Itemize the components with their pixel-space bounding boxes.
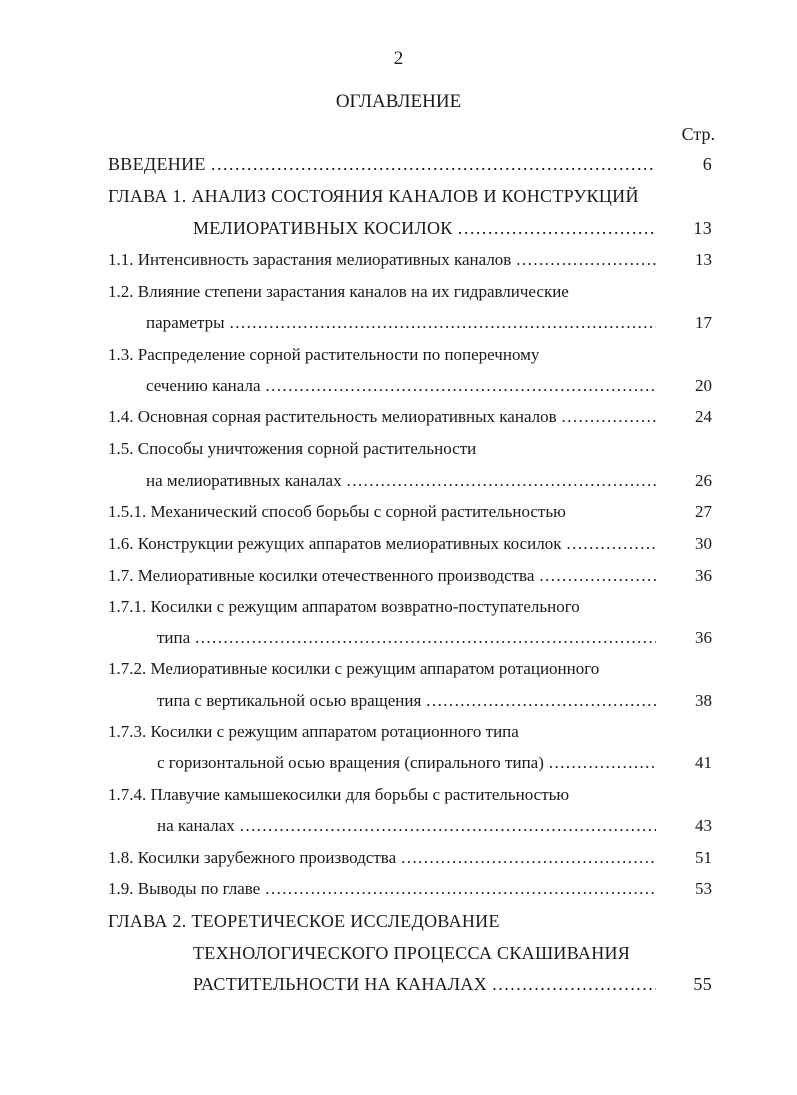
- toc-entry-title: 1.7.3. Косилки с режущим аппаратом ротационного типа: [108, 722, 519, 741]
- toc-entry: [0, 656, 797, 682]
- toc-entry-title: 1.4. Основная сорная растительность мелиоративных каналов ……………………………………………………………………………………………………………………………………………………………………: [108, 404, 656, 430]
- toc-entry: [0, 908, 797, 934]
- toc-entry-title: типа с вертикальной осью вращения ……………………………………………………………………………………………………………………………………………………………………: [157, 688, 656, 714]
- toc-entry: [0, 279, 797, 305]
- toc-entry: [0, 151, 797, 177]
- toc-entry-page: 13: [693, 218, 712, 238]
- toc-entry-title: РАСТИТЕЛЬНОСТИ НА КАНАЛАХ ……………………………………………………………………………………………………………………………………………………………………: [193, 971, 656, 997]
- toc-entry-title: параметры ……………………………………………………………………………………………………………………………………………………………………: [146, 310, 656, 336]
- toc-entry: [0, 563, 797, 589]
- toc-entry: [0, 531, 797, 557]
- toc-entry: [0, 215, 797, 241]
- toc-entry-page: 27: [695, 502, 712, 521]
- toc-entry-title: ГЛАВА 1. АНАЛИЗ СОСТОЯНИЯ КАНАЛОВ И КОНСТРУКЦИЙ: [108, 186, 639, 206]
- toc-entry-title: 1.7.4. Плавучие камышекосилки для борьбы с растительностью: [108, 785, 570, 804]
- toc-entry: [0, 468, 797, 494]
- toc-entry-page: 24: [695, 407, 712, 426]
- toc-entry-title: на каналах ……………………………………………………………………………………………………………………………………………………………………: [157, 813, 656, 839]
- toc-entry: [0, 876, 797, 902]
- toc-entry: [0, 342, 797, 368]
- toc-entry-page: 53: [695, 879, 712, 898]
- toc-entry-title: 1.8. Косилки зарубежного производства ……………………………………………………………………………………………………………………………………………………………………: [108, 845, 656, 871]
- toc-entry: [0, 940, 797, 966]
- toc-entry-page: 43: [695, 816, 712, 835]
- toc-entry-title: 1.5.1. Механический способ борьбы с сорной растительностью: [108, 502, 566, 521]
- toc-entry-title: ТЕХНОЛОГИЧЕСКОГО ПРОЦЕССА СКАШИВАНИЯ: [193, 943, 631, 963]
- toc-entry-title: 1.9. Выводы по главе ……………………………………………………………………………………………………………………………………………………………………: [108, 876, 656, 902]
- toc-title: ОГЛАВЛЕНИЕ: [335, 91, 462, 112]
- toc-entry-title: ГЛАВА 2. ТЕОРЕТИЧЕСКОЕ ИССЛЕДОВАНИЕ: [108, 911, 500, 931]
- toc-entry-title: 1.1. Интенсивность зарастания мелиоративных каналов ……………………………………………………………………………………………………………………………………………………………………: [108, 247, 656, 273]
- toc-entry-title: МЕЛИОРАТИВНЫХ КОСИЛОК ……………………………………………………………………………………………………………………………………………………………………: [193, 215, 656, 241]
- toc-entry-title: 1.5. Способы уничтожения сорной растительности: [108, 439, 477, 458]
- toc-entry-page: 55: [693, 974, 712, 994]
- toc-entry-page: 30: [695, 534, 712, 553]
- toc-entry: [0, 436, 797, 462]
- toc-entry-page: 51: [695, 848, 712, 867]
- toc-entry: [0, 750, 797, 776]
- toc-entry-page: 26: [695, 471, 712, 490]
- toc-entry: [0, 625, 797, 651]
- toc-entry-page: 41: [695, 753, 712, 772]
- toc-entry: [0, 845, 797, 871]
- toc-entry: [0, 688, 797, 714]
- toc-entry-page: 6: [702, 154, 712, 174]
- toc-entry-title: с горизонтальной осью вращения (спирального типа) ……………………………………………………………………………………………………………………………………………………………………: [157, 750, 656, 776]
- toc-entry-title: типа ……………………………………………………………………………………………………………………………………………………………………: [157, 625, 656, 651]
- toc-entry: [0, 183, 797, 209]
- toc-entry: [0, 310, 797, 336]
- page-column-header: Стр.: [681, 124, 715, 144]
- toc-entry-title: 1.3. Распределение сорной растительности по поперечному: [108, 345, 540, 364]
- toc-entry-title: сечению канала ……………………………………………………………………………………………………………………………………………………………………: [146, 373, 656, 399]
- toc-entry: [0, 782, 797, 808]
- toc-entry: [0, 813, 797, 839]
- toc-entry: [0, 971, 797, 997]
- toc-entry: [0, 247, 797, 273]
- toc-entry-title: 1.7.1. Косилки с режущим аппаратом возвратно-поступательного: [108, 597, 580, 616]
- toc-entry: [0, 719, 797, 745]
- toc-entry-title: на мелиоративных каналах ……………………………………………………………………………………………………………………………………………………………………: [146, 468, 656, 494]
- toc-entry-page: 36: [695, 566, 712, 585]
- toc-entry-title: 1.6. Конструкции режущих аппаратов мелиоративных косилок ……………………………………………………………………………………………………………………………………………………………………: [108, 531, 656, 557]
- toc-entry-page: 38: [695, 691, 712, 710]
- toc-entry: [0, 404, 797, 430]
- page-number: 2: [393, 48, 404, 69]
- toc-entry-title: 1.7.2. Мелиоративные косилки с режущим аппаратом ротационного: [108, 659, 600, 678]
- toc-entry-page: 13: [695, 250, 712, 269]
- toc-entry-title: ВВЕДЕНИЕ ……………………………………………………………………………………………………………………………………………………………………: [108, 151, 656, 177]
- toc-entry-page: 20: [695, 376, 712, 395]
- toc-entry: [0, 373, 797, 399]
- toc-entry-title: 1.2. Влияние степени зарастания каналов на их гидравлические: [108, 282, 569, 301]
- toc-entry-page: 17: [695, 313, 712, 332]
- toc-entry-page: 36: [695, 628, 712, 647]
- toc-entry-title: 1.7. Мелиоративные косилки отечественного производства ……………………………………………………………………………………………………………………………………………………………………: [108, 563, 656, 589]
- toc-entry: [0, 499, 797, 525]
- toc-entry: [0, 594, 797, 620]
